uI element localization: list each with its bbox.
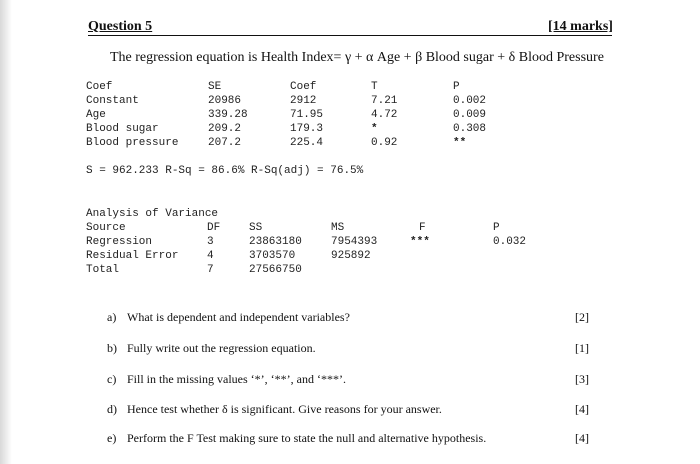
- anova-row-regression-p: 0.032: [493, 236, 527, 248]
- regression-equation-text: The regression equation is Health Index= γ + α Age + β Blood sugar + δ Blood Pressure: [110, 50, 604, 65]
- model-summary: S = 962.233 R-Sq = 86.6% R-Sq(adj) = 76.5%: [86, 165, 364, 177]
- coef-row-constant-se: 20986: [208, 95, 242, 107]
- anova-header-source: Source: [86, 222, 126, 234]
- coef-header-predictor: Coef: [86, 81, 113, 93]
- question-b-text: Fully write out the regression equation.: [127, 341, 316, 355]
- coef-row-bloodpressure-t: 0.92: [371, 137, 398, 149]
- question-a-text: What is dependent and independent variables?: [127, 310, 350, 324]
- coef-header-p: P: [453, 81, 460, 93]
- question-d-text: Hence test whether δ is significant. Give reasons for your answer.: [127, 402, 442, 416]
- coef-header-t: T: [371, 81, 378, 93]
- question-marks: [14 marks]: [548, 19, 613, 34]
- coef-row-bloodpressure-coef: 225.4: [290, 137, 324, 149]
- question-e-letter: e): [107, 431, 117, 445]
- question-d-marks: [4]: [575, 402, 589, 416]
- coef-row-bloodsugar-t: *: [371, 123, 378, 135]
- anova-row-residual-source: Residual Error: [86, 250, 179, 262]
- anova-row-regression-source: Regression: [86, 236, 153, 248]
- coef-row-bloodpressure-p: **: [453, 137, 467, 149]
- anova-title: Analysis of Variance: [86, 208, 219, 220]
- question-c-text: Fill in the missing values ‘*’, ‘**’, and ‘***’.: [127, 372, 346, 386]
- anova-header-ss: SS: [249, 222, 263, 234]
- question-title: Question 5: [88, 19, 153, 34]
- header-rule: [88, 35, 612, 36]
- coef-row-constant-name: Constant: [86, 95, 139, 107]
- coef-row-constant-p: 0.002: [453, 95, 487, 107]
- anova-row-residual-ss: 3703570: [249, 250, 296, 262]
- anova-row-residual-df: 4: [207, 250, 214, 262]
- anova-row-total-df: 7: [207, 264, 214, 276]
- anova-header-df: DF: [207, 222, 221, 234]
- question-a-marks: [2]: [575, 310, 589, 324]
- question-b-letter: b): [107, 341, 117, 355]
- question-c-marks: [3]: [575, 372, 589, 386]
- coef-row-age-se: 339.28: [208, 109, 248, 121]
- question-e-marks: [4]: [575, 431, 589, 445]
- coef-row-age-name: Age: [86, 109, 106, 121]
- coef-row-bloodsugar-p: 0.308: [453, 123, 487, 135]
- coef-row-bloodsugar-se: 209.2: [208, 123, 242, 135]
- question-c-letter: c): [107, 372, 117, 386]
- page-edge-shadow: [0, 0, 12, 464]
- question-d-letter: d): [107, 402, 117, 416]
- anova-row-total-source: Total: [86, 264, 120, 276]
- anova-header-f: F: [419, 222, 426, 234]
- anova-row-total-ss: 27566750: [249, 264, 302, 276]
- anova-row-regression-ms: 7954393: [331, 236, 378, 248]
- question-a-letter: a): [107, 310, 117, 324]
- question-b-marks: [1]: [575, 341, 589, 355]
- anova-row-regression-df: 3: [207, 236, 214, 248]
- coef-row-constant-coef: 2912: [290, 95, 317, 107]
- coef-row-age-t: 4.72: [371, 109, 398, 121]
- coef-header-coef: Coef: [290, 81, 317, 93]
- anova-row-regression-f: ***: [410, 236, 430, 248]
- question-e-text: Perform the F Test making sure to state the null and alternative hypothesis.: [127, 431, 487, 445]
- anova-row-regression-ss: 23863180: [249, 236, 302, 248]
- coef-row-constant-t: 7.21: [371, 95, 398, 107]
- coef-row-bloodpressure-name: Blood pressure: [86, 137, 179, 149]
- coef-row-bloodsugar-coef: 179.3: [290, 123, 324, 135]
- coef-row-age-coef: 71.95: [290, 109, 324, 121]
- anova-header-ms: MS: [331, 222, 345, 234]
- anova-row-residual-ms: 925892: [331, 250, 371, 262]
- coef-header-se: SE: [208, 81, 222, 93]
- coef-row-bloodsugar-name: Blood sugar: [86, 123, 159, 135]
- coef-row-bloodpressure-se: 207.2: [208, 137, 242, 149]
- anova-header-p: P: [493, 222, 500, 234]
- coef-row-age-p: 0.009: [453, 109, 487, 121]
